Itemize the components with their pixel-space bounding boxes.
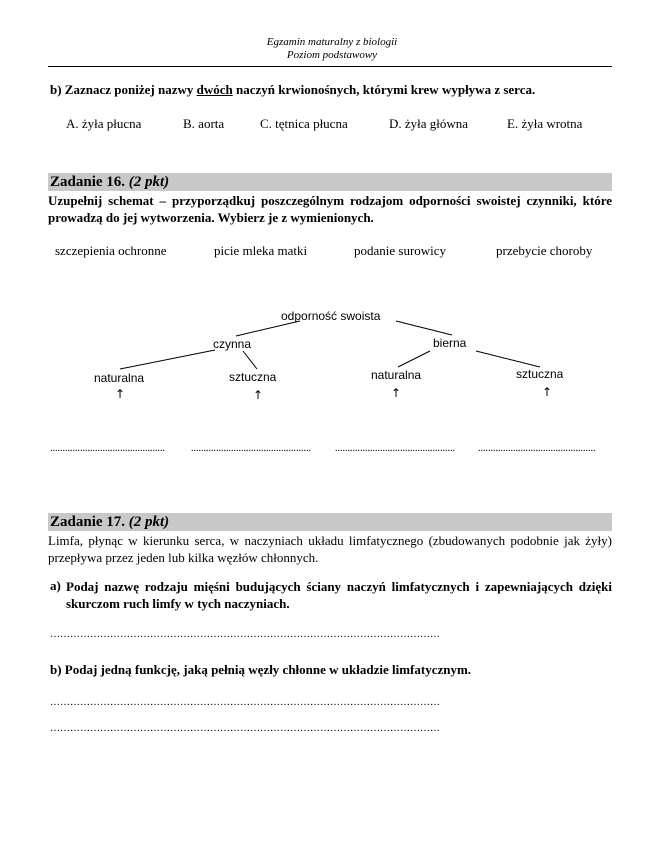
- link-czynna-sztuczna: [243, 351, 257, 369]
- word-breastfeeding: picie mleka matki: [214, 243, 308, 258]
- node-bierna-sztuczna: sztuczna: [516, 367, 564, 381]
- answer-blank-2[interactable]: ................................................: [191, 443, 311, 454]
- task16-instruction: Uzupełnij schemat – przyporządkuj poszczególnym rodzajom odporności swoistej czynniki, które prowadzą do jej wytworzenia. Wybierz je z wymienionych.: [48, 193, 612, 225]
- option-b[interactable]: B. aorta: [183, 116, 225, 131]
- option-a[interactable]: A. żyła płucna: [66, 116, 142, 131]
- node-bierna-naturalna: naturalna: [371, 368, 422, 382]
- node-root: odporność swoista: [281, 309, 381, 323]
- arrow-up-icon: ↑: [391, 386, 402, 400]
- task17-points: (2 pkt): [128, 514, 170, 530]
- exam-title: Egzamin maturalny z biologii: [266, 36, 398, 48]
- task15b-suffix: naczyń krwionośnych, którymi krew wypływa z serca.: [232, 82, 536, 97]
- task17b-question: b) Podaj jedną funkcję, jaką pełnią węzły chłonne w układzie limfatycznym.: [50, 662, 472, 677]
- answer-line-17b-1[interactable]: ………………………………………………………………………………………………………: [50, 697, 440, 708]
- task16-points: (2 pkt): [128, 174, 170, 190]
- task16-title-prefix: Zadanie 16.: [50, 174, 129, 190]
- task17-title-prefix: Zadanie 17.: [50, 514, 129, 530]
- word-illness: przebycie choroby: [496, 243, 593, 258]
- option-d[interactable]: D. żyła główna: [389, 116, 469, 131]
- word-vaccination: szczepienia ochronne: [55, 243, 167, 258]
- answer-line-17b-2[interactable]: ………………………………………………………………………………………………………: [50, 723, 440, 734]
- task17-intro: Limfa, płynąc w kierunku serca, w naczyniach układu limfatycznego (zbudowanych podobnie jak żyły) przepływa przez jeden lub kilka węzłów chłonnych.: [48, 533, 612, 565]
- node-czynna: czynna: [213, 337, 252, 351]
- link-bierna-naturalna: [398, 351, 430, 367]
- task17a-question: Podaj nazwę rodzaju mięśni budujących ściany naczyń limfatycznych i zapewniających dzięki skurczom ruch limfy w tych naczyniach.: [66, 579, 612, 611]
- node-bierna: bierna: [433, 336, 467, 350]
- word-serum: podanie surowicy: [354, 243, 447, 258]
- exam-level: Poziom podstawowy: [286, 49, 378, 61]
- arrow-up-icon: ↑: [542, 385, 553, 399]
- answer-blank-3[interactable]: ................................................: [335, 443, 455, 454]
- task15b-underlined: dwóch: [196, 82, 233, 97]
- link-root-bierna: [396, 321, 452, 335]
- link-root-czynna: [236, 321, 300, 336]
- answer-line-17a[interactable]: ………………………………………………………………………………………………………: [50, 629, 440, 640]
- arrow-up-icon: ↑: [253, 388, 264, 402]
- task15b-prefix: b) Zaznacz poniżej nazwy: [50, 82, 197, 97]
- task17-title: [50, 513, 169, 531]
- answer-blank-4[interactable]: ...............................................: [478, 443, 596, 454]
- node-czynna-sztuczna: sztuczna: [229, 370, 277, 384]
- answer-blank-1[interactable]: ..............................................: [50, 443, 165, 454]
- option-e[interactable]: E. żyła wrotna: [507, 116, 583, 131]
- arrow-up-icon: ↑: [115, 387, 126, 401]
- link-czynna-naturalna: [120, 350, 215, 369]
- link-bierna-sztuczna: [476, 351, 540, 367]
- option-c[interactable]: C. tętnica płucna: [260, 116, 348, 131]
- node-czynna-naturalna: naturalna: [94, 371, 145, 385]
- task17a-label: a): [50, 578, 61, 593]
